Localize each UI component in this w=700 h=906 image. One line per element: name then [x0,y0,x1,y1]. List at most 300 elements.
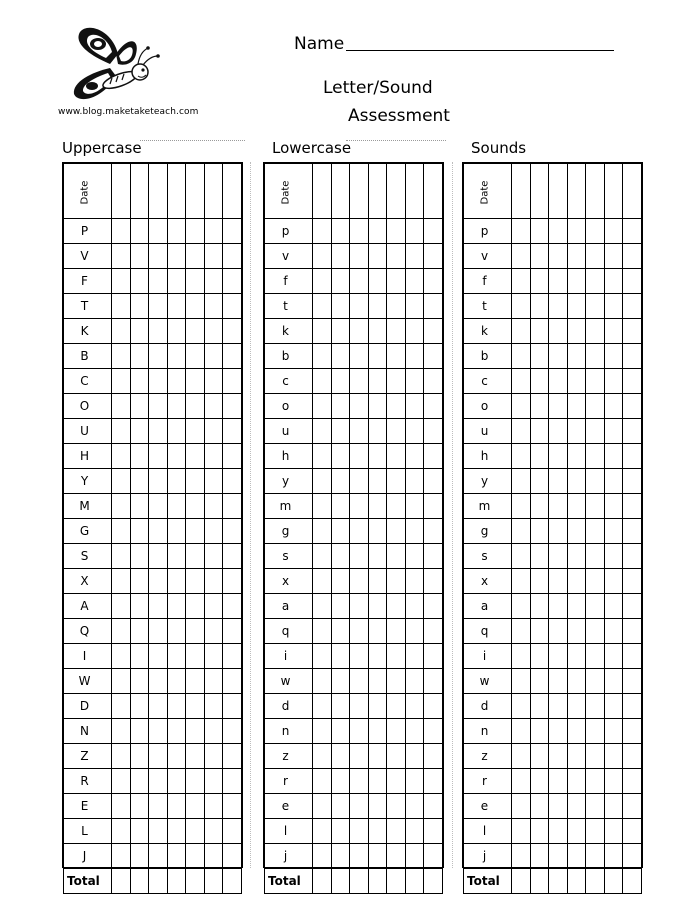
mark-cell[interactable] [186,819,205,844]
mark-cell[interactable] [387,269,406,294]
mark-cell[interactable] [331,269,350,294]
mark-cell[interactable] [586,319,605,344]
mark-cell[interactable] [149,244,168,269]
mark-cell[interactable] [549,344,568,369]
mark-cell[interactable] [130,544,149,569]
mark-cell[interactable] [130,644,149,669]
mark-cell[interactable] [186,219,205,244]
mark-cell[interactable] [149,294,168,319]
mark-cell[interactable] [130,819,149,844]
mark-cell[interactable] [350,844,369,869]
mark-cell[interactable] [604,769,623,794]
mark-cell[interactable] [149,719,168,744]
mark-cell[interactable] [623,244,642,269]
mark-cell[interactable] [331,694,350,719]
mark-cell[interactable] [604,644,623,669]
mark-cell[interactable] [549,669,568,694]
mark-cell[interactable] [112,319,131,344]
mark-cell[interactable] [586,294,605,319]
total-cell[interactable] [604,869,623,894]
date-cell[interactable] [368,164,387,219]
mark-cell[interactable] [424,419,443,444]
mark-cell[interactable] [223,594,242,619]
mark-cell[interactable] [586,369,605,394]
date-cell[interactable] [167,164,186,219]
total-cell[interactable] [530,869,549,894]
mark-cell[interactable] [567,469,586,494]
mark-cell[interactable] [223,694,242,719]
mark-cell[interactable] [530,769,549,794]
mark-cell[interactable] [223,419,242,444]
mark-cell[interactable] [586,669,605,694]
mark-cell[interactable] [204,569,223,594]
mark-cell[interactable] [405,719,424,744]
mark-cell[interactable] [112,619,131,644]
total-cell[interactable] [204,869,223,894]
mark-cell[interactable] [586,494,605,519]
mark-cell[interactable] [512,819,531,844]
mark-cell[interactable] [186,269,205,294]
mark-cell[interactable] [405,244,424,269]
mark-cell[interactable] [567,519,586,544]
mark-cell[interactable] [530,644,549,669]
mark-cell[interactable] [350,619,369,644]
mark-cell[interactable] [167,219,186,244]
mark-cell[interactable] [223,494,242,519]
mark-cell[interactable] [313,369,332,394]
mark-cell[interactable] [586,569,605,594]
mark-cell[interactable] [549,494,568,519]
mark-cell[interactable] [350,419,369,444]
mark-cell[interactable] [604,419,623,444]
mark-cell[interactable] [149,794,168,819]
mark-cell[interactable] [549,569,568,594]
mark-cell[interactable] [223,219,242,244]
date-cell[interactable] [530,164,549,219]
mark-cell[interactable] [223,569,242,594]
mark-cell[interactable] [350,544,369,569]
mark-cell[interactable] [350,644,369,669]
mark-cell[interactable] [586,694,605,719]
date-cell[interactable] [604,164,623,219]
mark-cell[interactable] [204,744,223,769]
mark-cell[interactable] [149,769,168,794]
mark-cell[interactable] [368,569,387,594]
mark-cell[interactable] [186,619,205,644]
mark-cell[interactable] [331,469,350,494]
mark-cell[interactable] [567,394,586,419]
mark-cell[interactable] [368,719,387,744]
mark-cell[interactable] [623,769,642,794]
mark-cell[interactable] [424,719,443,744]
total-cell[interactable] [549,869,568,894]
mark-cell[interactable] [387,244,406,269]
mark-cell[interactable] [530,369,549,394]
mark-cell[interactable] [567,319,586,344]
mark-cell[interactable] [350,569,369,594]
mark-cell[interactable] [223,744,242,769]
mark-cell[interactable] [530,394,549,419]
date-cell[interactable] [567,164,586,219]
mark-cell[interactable] [623,619,642,644]
mark-cell[interactable] [112,694,131,719]
mark-cell[interactable] [130,719,149,744]
mark-cell[interactable] [567,294,586,319]
mark-cell[interactable] [204,544,223,569]
mark-cell[interactable] [112,744,131,769]
mark-cell[interactable] [512,769,531,794]
mark-cell[interactable] [405,669,424,694]
mark-cell[interactable] [112,394,131,419]
mark-cell[interactable] [549,694,568,719]
mark-cell[interactable] [186,244,205,269]
mark-cell[interactable] [387,744,406,769]
mark-cell[interactable] [368,419,387,444]
mark-cell[interactable] [586,244,605,269]
mark-cell[interactable] [387,319,406,344]
mark-cell[interactable] [186,469,205,494]
mark-cell[interactable] [530,419,549,444]
mark-cell[interactable] [586,269,605,294]
mark-cell[interactable] [331,794,350,819]
mark-cell[interactable] [313,294,332,319]
mark-cell[interactable] [350,769,369,794]
date-cell[interactable] [405,164,424,219]
mark-cell[interactable] [567,819,586,844]
mark-cell[interactable] [112,219,131,244]
mark-cell[interactable] [530,269,549,294]
mark-cell[interactable] [405,744,424,769]
mark-cell[interactable] [313,494,332,519]
mark-cell[interactable] [387,544,406,569]
total-cell[interactable] [368,869,387,894]
total-cell[interactable] [223,869,242,894]
mark-cell[interactable] [149,594,168,619]
mark-cell[interactable] [405,319,424,344]
mark-cell[interactable] [549,794,568,819]
total-cell[interactable] [149,869,168,894]
mark-cell[interactable] [604,719,623,744]
mark-cell[interactable] [313,419,332,444]
mark-cell[interactable] [623,319,642,344]
mark-cell[interactable] [223,319,242,344]
mark-cell[interactable] [405,469,424,494]
mark-cell[interactable] [530,819,549,844]
mark-cell[interactable] [405,369,424,394]
mark-cell[interactable] [387,694,406,719]
total-cell[interactable] [424,869,443,894]
mark-cell[interactable] [112,519,131,544]
mark-cell[interactable] [130,294,149,319]
mark-cell[interactable] [350,694,369,719]
mark-cell[interactable] [149,844,168,869]
mark-cell[interactable] [405,619,424,644]
mark-cell[interactable] [604,344,623,369]
mark-cell[interactable] [512,669,531,694]
mark-cell[interactable] [567,844,586,869]
mark-cell[interactable] [331,219,350,244]
mark-cell[interactable] [223,519,242,544]
mark-cell[interactable] [567,219,586,244]
mark-cell[interactable] [223,769,242,794]
mark-cell[interactable] [313,669,332,694]
mark-cell[interactable] [567,244,586,269]
mark-cell[interactable] [512,644,531,669]
mark-cell[interactable] [204,819,223,844]
mark-cell[interactable] [623,819,642,844]
mark-cell[interactable] [586,394,605,419]
mark-cell[interactable] [586,469,605,494]
mark-cell[interactable] [387,444,406,469]
mark-cell[interactable] [512,419,531,444]
mark-cell[interactable] [204,419,223,444]
mark-cell[interactable] [623,494,642,519]
mark-cell[interactable] [424,344,443,369]
mark-cell[interactable] [586,744,605,769]
mark-cell[interactable] [623,694,642,719]
mark-cell[interactable] [223,244,242,269]
mark-cell[interactable] [167,294,186,319]
mark-cell[interactable] [313,269,332,294]
mark-cell[interactable] [223,294,242,319]
mark-cell[interactable] [405,494,424,519]
mark-cell[interactable] [387,594,406,619]
mark-cell[interactable] [350,719,369,744]
mark-cell[interactable] [549,544,568,569]
mark-cell[interactable] [331,669,350,694]
mark-cell[interactable] [623,219,642,244]
mark-cell[interactable] [604,469,623,494]
mark-cell[interactable] [130,669,149,694]
mark-cell[interactable] [405,844,424,869]
mark-cell[interactable] [186,344,205,369]
mark-cell[interactable] [313,519,332,544]
mark-cell[interactable] [204,269,223,294]
mark-cell[interactable] [549,394,568,419]
mark-cell[interactable] [313,744,332,769]
mark-cell[interactable] [530,219,549,244]
date-cell[interactable] [623,164,642,219]
mark-cell[interactable] [112,569,131,594]
mark-cell[interactable] [512,519,531,544]
mark-cell[interactable] [586,844,605,869]
mark-cell[interactable] [387,569,406,594]
mark-cell[interactable] [112,494,131,519]
mark-cell[interactable] [223,369,242,394]
mark-cell[interactable] [424,569,443,594]
mark-cell[interactable] [424,294,443,319]
mark-cell[interactable] [350,469,369,494]
mark-cell[interactable] [530,444,549,469]
mark-cell[interactable] [112,594,131,619]
mark-cell[interactable] [331,519,350,544]
mark-cell[interactable] [424,219,443,244]
mark-cell[interactable] [405,344,424,369]
mark-cell[interactable] [223,344,242,369]
mark-cell[interactable] [331,419,350,444]
mark-cell[interactable] [387,819,406,844]
mark-cell[interactable] [368,819,387,844]
total-cell[interactable] [387,869,406,894]
mark-cell[interactable] [223,619,242,644]
total-cell[interactable] [130,869,149,894]
mark-cell[interactable] [331,369,350,394]
mark-cell[interactable] [167,844,186,869]
mark-cell[interactable] [313,594,332,619]
mark-cell[interactable] [331,769,350,794]
mark-cell[interactable] [549,294,568,319]
mark-cell[interactable] [167,744,186,769]
mark-cell[interactable] [387,669,406,694]
total-cell[interactable] [167,869,186,894]
mark-cell[interactable] [313,619,332,644]
mark-cell[interactable] [387,644,406,669]
mark-cell[interactable] [604,269,623,294]
mark-cell[interactable] [530,844,549,869]
mark-cell[interactable] [586,344,605,369]
total-cell[interactable] [512,869,531,894]
mark-cell[interactable] [512,394,531,419]
mark-cell[interactable] [387,519,406,544]
mark-cell[interactable] [623,519,642,544]
mark-cell[interactable] [512,544,531,569]
mark-cell[interactable] [331,619,350,644]
mark-cell[interactable] [530,569,549,594]
mark-cell[interactable] [549,444,568,469]
date-cell[interactable] [130,164,149,219]
mark-cell[interactable] [549,469,568,494]
mark-cell[interactable] [424,544,443,569]
mark-cell[interactable] [313,219,332,244]
mark-cell[interactable] [604,319,623,344]
mark-cell[interactable] [112,369,131,394]
mark-cell[interactable] [350,294,369,319]
mark-cell[interactable] [623,469,642,494]
mark-cell[interactable] [586,769,605,794]
mark-cell[interactable] [623,344,642,369]
mark-cell[interactable] [549,319,568,344]
mark-cell[interactable] [368,744,387,769]
mark-cell[interactable] [530,319,549,344]
date-cell[interactable] [350,164,369,219]
mark-cell[interactable] [223,444,242,469]
date-cell[interactable] [313,164,332,219]
date-cell[interactable] [149,164,168,219]
mark-cell[interactable] [586,594,605,619]
mark-cell[interactable] [149,319,168,344]
mark-cell[interactable] [567,794,586,819]
total-cell[interactable] [623,869,642,894]
mark-cell[interactable] [424,644,443,669]
mark-cell[interactable] [623,794,642,819]
mark-cell[interactable] [186,494,205,519]
mark-cell[interactable] [130,769,149,794]
date-cell[interactable] [186,164,205,219]
mark-cell[interactable] [149,269,168,294]
mark-cell[interactable] [350,519,369,544]
mark-cell[interactable] [549,519,568,544]
mark-cell[interactable] [512,494,531,519]
mark-cell[interactable] [368,219,387,244]
mark-cell[interactable] [405,794,424,819]
mark-cell[interactable] [204,794,223,819]
mark-cell[interactable] [350,369,369,394]
mark-cell[interactable] [530,494,549,519]
mark-cell[interactable] [424,669,443,694]
mark-cell[interactable] [567,369,586,394]
mark-cell[interactable] [424,619,443,644]
mark-cell[interactable] [387,344,406,369]
mark-cell[interactable] [149,469,168,494]
mark-cell[interactable] [130,519,149,544]
mark-cell[interactable] [530,619,549,644]
mark-cell[interactable] [223,794,242,819]
mark-cell[interactable] [368,544,387,569]
mark-cell[interactable] [350,594,369,619]
mark-cell[interactable] [623,544,642,569]
mark-cell[interactable] [149,619,168,644]
mark-cell[interactable] [149,569,168,594]
mark-cell[interactable] [204,369,223,394]
mark-cell[interactable] [350,794,369,819]
mark-cell[interactable] [313,469,332,494]
mark-cell[interactable] [567,419,586,444]
mark-cell[interactable] [368,444,387,469]
mark-cell[interactable] [167,369,186,394]
mark-cell[interactable] [512,844,531,869]
mark-cell[interactable] [186,844,205,869]
mark-cell[interactable] [405,819,424,844]
mark-cell[interactable] [549,844,568,869]
mark-cell[interactable] [112,644,131,669]
mark-cell[interactable] [567,744,586,769]
mark-cell[interactable] [112,444,131,469]
mark-cell[interactable] [604,594,623,619]
total-cell[interactable] [331,869,350,894]
mark-cell[interactable] [623,669,642,694]
mark-cell[interactable] [604,544,623,569]
mark-cell[interactable] [112,719,131,744]
mark-cell[interactable] [350,319,369,344]
mark-cell[interactable] [623,444,642,469]
mark-cell[interactable] [313,444,332,469]
mark-cell[interactable] [167,344,186,369]
mark-cell[interactable] [112,544,131,569]
mark-cell[interactable] [204,444,223,469]
mark-cell[interactable] [530,594,549,619]
mark-cell[interactable] [204,669,223,694]
mark-cell[interactable] [604,794,623,819]
mark-cell[interactable] [368,769,387,794]
total-cell[interactable] [112,869,131,894]
mark-cell[interactable] [130,244,149,269]
mark-cell[interactable] [167,719,186,744]
mark-cell[interactable] [567,569,586,594]
mark-cell[interactable] [512,294,531,319]
mark-cell[interactable] [112,469,131,494]
mark-cell[interactable] [387,494,406,519]
mark-cell[interactable] [112,269,131,294]
mark-cell[interactable] [387,719,406,744]
mark-cell[interactable] [623,369,642,394]
mark-cell[interactable] [149,694,168,719]
mark-cell[interactable] [350,744,369,769]
date-cell[interactable] [586,164,605,219]
mark-cell[interactable] [331,494,350,519]
mark-cell[interactable] [167,569,186,594]
mark-cell[interactable] [387,219,406,244]
mark-cell[interactable] [223,844,242,869]
